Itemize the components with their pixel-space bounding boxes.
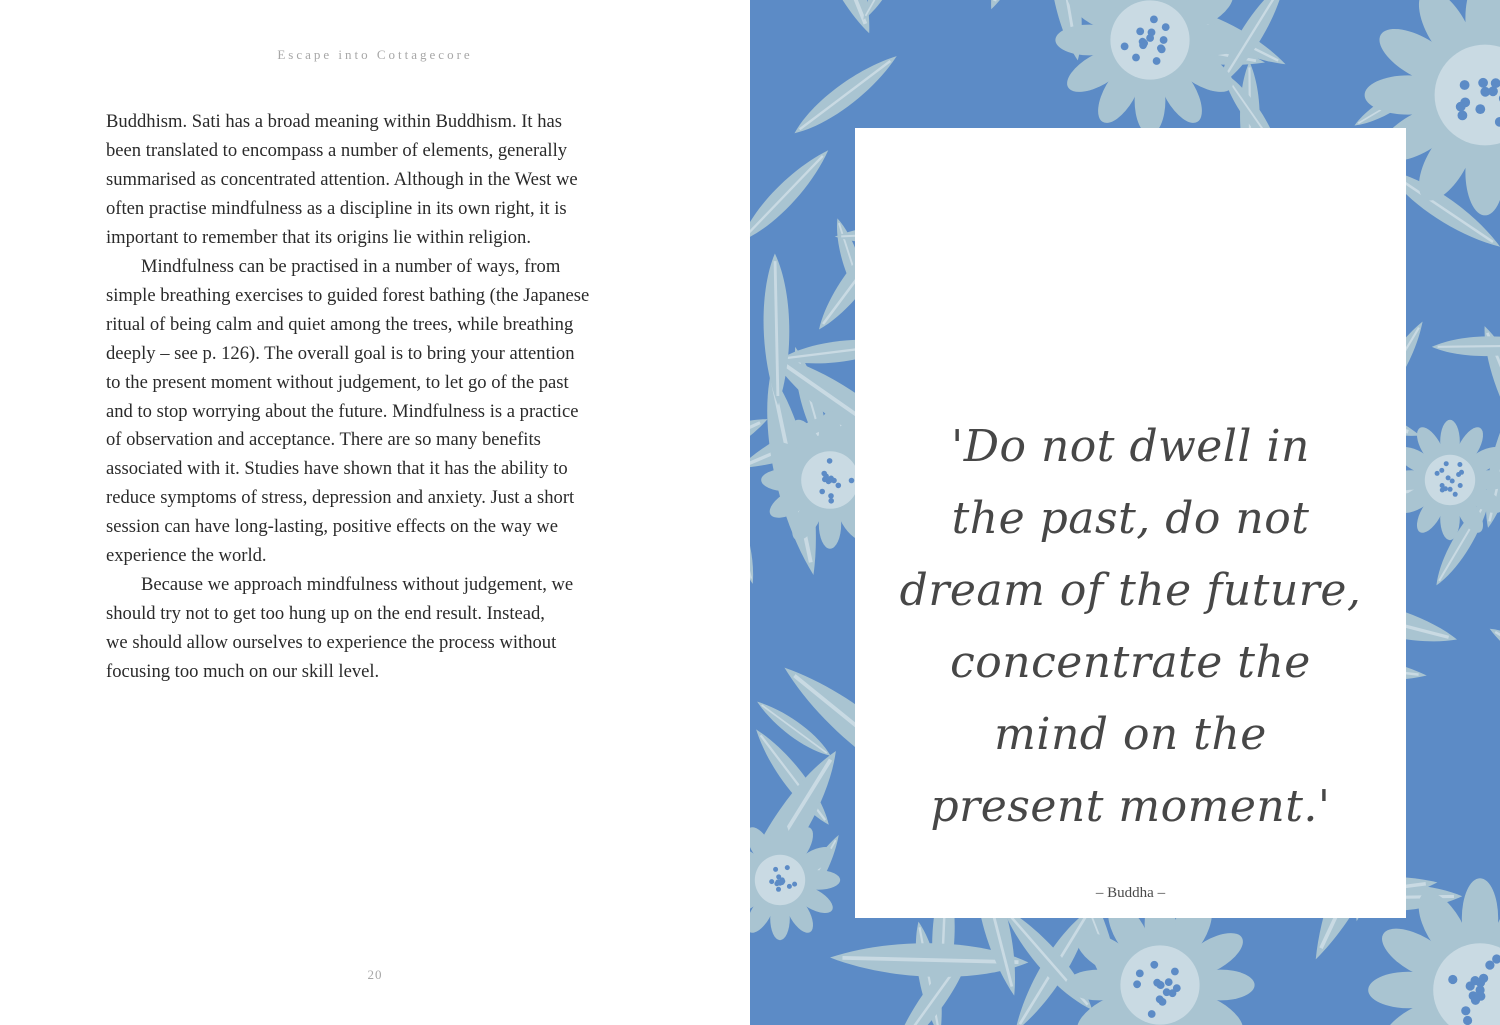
body-line: important to remember that its origins lie within religion. — [106, 226, 531, 248]
body-line: of observation and acceptance. There are so many benefits — [106, 429, 541, 451]
body-line: should try not to get too hung up on the end result. Instead, — [106, 603, 545, 625]
body-line: Because we approach mindfulness without judgement, we — [141, 574, 574, 596]
leaf-shape — [750, 497, 760, 586]
leaf-shape — [1484, 619, 1500, 702]
right-page — [750, 0, 1500, 1025]
quote-card — [855, 128, 1406, 918]
body-line: to the present moment without judgement, to let go of the past — [106, 371, 569, 393]
leaf-shape — [750, 305, 751, 388]
quote-line: mind on the — [994, 709, 1267, 760]
quote-line: the past, do not — [951, 493, 1310, 544]
body-line: associated with it. Studies have shown that it has the ability to — [106, 458, 568, 480]
quote-line: 'Do not dwell in — [951, 421, 1310, 472]
running-head: Escape into Cottagecore — [277, 47, 473, 62]
body-line: focusing too much on our skill level. — [106, 661, 380, 683]
quote-line: dream of the future, — [899, 565, 1362, 616]
leaf-shape — [750, 143, 836, 249]
body-line: simple breathing exercises to guided forest bathing (the Japanese — [106, 284, 590, 306]
leaf-shape — [750, 131, 753, 205]
leaf-shape — [762, 253, 791, 406]
body-line: ritual of being calm and quiet among the trees, while breathing — [106, 313, 574, 335]
body-line: been translated to encompass a number of elements, generally — [106, 139, 568, 161]
body-line: Buddhism. Sati has a broad meaning within Buddhism. It has — [106, 111, 563, 132]
body-line: experience the world. — [106, 545, 267, 567]
flower-shape — [750, 820, 840, 940]
body-line: session can have long-lasting, positive effects on the way we — [106, 516, 558, 538]
quote-line: present moment.' — [930, 781, 1331, 832]
body-line: we should allow ourselves to experience the process without — [106, 632, 557, 654]
quote-text — [855, 411, 1406, 843]
quote-line: concentrate the — [950, 637, 1311, 688]
page-number: 20 — [367, 967, 383, 982]
body-line: Mindfulness can be practised in a number of ways, from — [141, 255, 561, 277]
leaf-shape — [1432, 336, 1500, 357]
body-line: reduce symptoms of stress, depression and anxiety. Just a short — [106, 487, 575, 509]
body-line: deeply – see p. 126). The overall goal is to bring your attention — [106, 342, 575, 364]
body-line: summarised as concentrated attention. Although in the West we — [106, 168, 578, 190]
quote-attribution: – Buddha – — [1095, 885, 1166, 901]
body-line: often practise mindfulness as a discipline in its own right, it is — [106, 197, 567, 219]
flower-shape — [1390, 420, 1500, 540]
body-text — [106, 108, 651, 687]
body-line: and to stop worrying about the future. Mindfulness is a practice — [106, 400, 579, 422]
